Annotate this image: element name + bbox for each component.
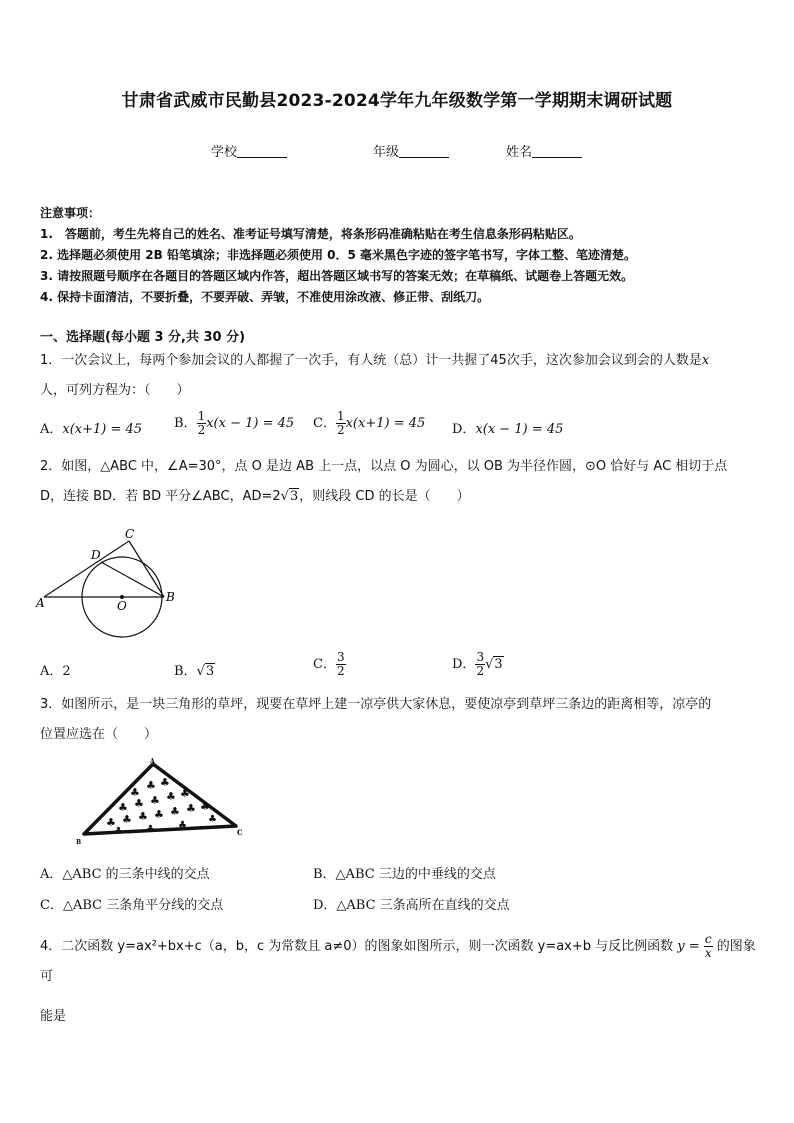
svg-text:♣: ♣ <box>170 805 180 818</box>
q3-option-a[interactable]: A．△ABC 的三条中线的交点 <box>40 867 210 882</box>
q1-b-fraction: $\frac{1}{2}$ <box>197 409 206 437</box>
q1-option-c[interactable]: C． $\frac{1}{2}$ x(x+1) = 45 <box>313 409 426 437</box>
svg-text:♣: ♣ <box>138 810 148 823</box>
name-label: 姓名 <box>506 145 533 160</box>
question-2 <box>40 452 758 512</box>
svg-text:♣: ♣ <box>180 787 190 800</box>
q2-option-b[interactable]: B．√3 <box>174 664 215 679</box>
svg-text:♣: ♣ <box>146 779 156 792</box>
svg-text:♣: ♣ <box>208 814 217 825</box>
label-a: A <box>150 758 155 765</box>
svg-text:♣: ♣ <box>134 797 144 810</box>
q1-option-a[interactable]: A．x(x+1) = 45 <box>40 422 143 437</box>
note-item: 1. 答题前，考生先将自己的姓名、准考证号填写清楚，将条形码准确粘贴在考生信息条形码粘贴区。 <box>40 227 581 241</box>
grade-field <box>373 141 449 160</box>
q2-sqrt: √3 <box>280 489 299 504</box>
q3-option-d[interactable]: D．△ABC 三条高所在直线的交点 <box>313 898 510 913</box>
label-a: A <box>36 596 45 610</box>
question-4 <box>40 932 758 1032</box>
segment-bd <box>101 562 164 597</box>
q1-line2: 人，可列方程为：（ ） <box>40 383 190 398</box>
q2-line1: 2．如图，△ABC 中，∠A=30°，点 O 是边 AB 上一点，以点 O 为圆心，以 OB 为半径作圆，⊙O 恰好与 AC 相切于点 <box>40 459 728 474</box>
notes-block <box>40 203 760 308</box>
school-field <box>211 141 287 160</box>
q1-c-fraction: $\frac{1}{2}$ <box>336 409 345 437</box>
q2-option-d[interactable]: D． $\frac{3}{2}$ √3 <box>452 650 503 678</box>
label-c: C <box>237 828 243 837</box>
svg-text:♣: ♣ <box>186 802 196 815</box>
q2-option-c[interactable]: C． $\frac{3}{2}$ <box>313 650 345 678</box>
svg-text:♣: ♣ <box>160 776 170 789</box>
label-b: B <box>76 839 82 846</box>
svg-text:♣: ♣ <box>178 820 187 831</box>
note-item: 2. 选择题必须使用 2B 铅笔填涂；非选择题必须使用 0．5 毫米黑色字迹的签字笔书写，字体工整、笔迹清楚。 <box>40 248 636 262</box>
q4-line1-b: 的图象可 <box>40 939 756 984</box>
q4-lhs: y = <box>677 939 700 954</box>
svg-text:♣: ♣ <box>118 801 128 814</box>
q3-option-c[interactable]: C．△ABC 三条角平分线的交点 <box>40 898 224 913</box>
q3-line2: 位置应选在（ ） <box>40 727 158 742</box>
page-title: 甘肃省武威市民勤县2023-2024学年九年级数学第一学期期末调研试题 <box>121 91 673 111</box>
section-heading: 一、选择题(每小题 3 分,共 30 分) <box>40 330 246 345</box>
school-label: 学校 <box>211 145 238 160</box>
note-item: 3. 请按照题号顺序在各题目的答题区域内作答，超出答题区域书写的答案无效；在草稿纸、试题卷上答题无效。 <box>40 269 634 283</box>
q3-option-b[interactable]: B．△ABC 三边的中垂线的交点 <box>313 867 496 882</box>
svg-text:♣: ♣ <box>146 824 155 835</box>
q2-option-a[interactable]: A．2 <box>40 664 71 679</box>
q2-line2-b: ，则线段 CD 的长是（ ） <box>299 489 470 504</box>
svg-text:♣: ♣ <box>200 800 210 813</box>
label-b: B <box>166 590 175 604</box>
question-3 <box>40 690 758 750</box>
name-blank <box>532 145 582 158</box>
q1-option-b[interactable]: B． $\frac{1}{2}$ x(x − 1) = 45 <box>174 409 295 437</box>
q3-figure <box>74 756 254 848</box>
svg-text:♣: ♣ <box>150 794 160 807</box>
svg-text:♣: ♣ <box>122 813 132 826</box>
label-c: C <box>125 527 135 541</box>
label-o: O <box>117 599 127 613</box>
svg-text:♣: ♣ <box>106 816 116 829</box>
note-item: 4. 保持卡面清洁，不要折叠，不要弄破、弄皱，不准使用涂改液、修正带、刮纸刀。 <box>40 290 490 304</box>
q1-var: x <box>701 353 710 368</box>
q3-line1: 3．如图所示，是一块三角形的草坪，现要在草坪上建一凉亭供大家休息，要使凉亭到草坪三条边的距离相等，凉亭的 <box>40 697 712 712</box>
q1-line1: 1．一次会议上，每两个参加会议的人都握了一次手，有人统（总）计一共握了45次手，这次参加会议到会的人数是 <box>40 353 702 368</box>
q2-figure <box>34 527 184 642</box>
name-field <box>506 141 582 160</box>
notes-heading: 注意事项： <box>40 206 101 220</box>
grade-label: 年级 <box>373 145 400 160</box>
question-1 <box>40 346 758 406</box>
q4-line1-a: 4．二次函数 y=ax²+bx+c（a，b，c 为常数且 a≠0）的图象如图所示，则一次函数 y=ax+b 与反比例函数 <box>40 939 674 954</box>
school-blank <box>237 145 287 158</box>
svg-text:♣: ♣ <box>130 786 140 799</box>
q1-option-d[interactable]: D．x(x − 1) = 45 <box>452 422 564 437</box>
segment-ac <box>44 541 129 597</box>
label-d: D <box>91 548 101 562</box>
segment-cb <box>129 541 164 597</box>
grade-blank <box>399 145 449 158</box>
svg-text:♣: ♣ <box>154 808 164 821</box>
q4-line2: 能是 <box>40 1009 67 1024</box>
svg-text:♣: ♣ <box>114 826 123 837</box>
q4-fraction: $\frac{c}{x}$ <box>704 932 712 960</box>
svg-text:♣: ♣ <box>166 790 176 803</box>
q2-line2-a: D，连接 BD．若 BD 平分∠ABC，AD=2 <box>40 489 281 504</box>
